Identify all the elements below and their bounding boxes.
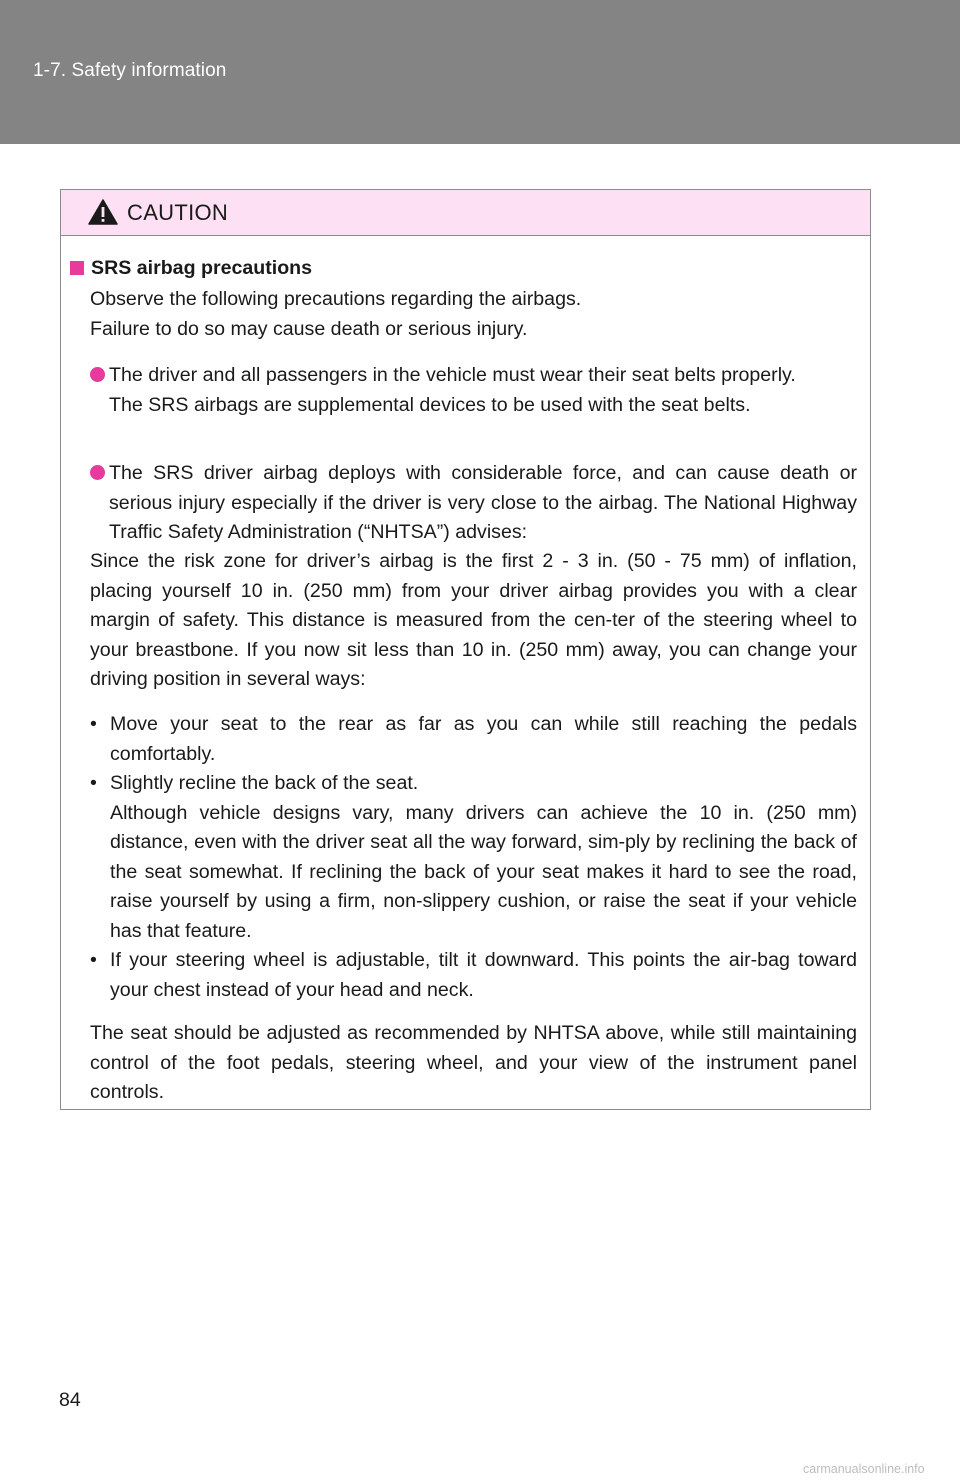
caution-body <box>61 236 870 1109</box>
circle-bullet-icon <box>90 465 105 480</box>
section-heading <box>70 254 312 284</box>
caution-label: CAUTION <box>127 200 229 225</box>
heading-text: SRS airbag precautions <box>91 257 313 279</box>
nhtsa-quote: Since the risk zone for driver’s airbag is the first 2 - 3 in. (50 - 75 mm) of inflation, placing yourself 10 in. (250 mm) from your driver airbag provides you with a clear margin of safety. This distance is measured from the cen-ter of the steering wheel to your breastbone. If you now sit less than 10 in. (250 mm) away, you can change your driving position in several ways: <box>90 550 857 690</box>
dot-bullet-icon: • <box>90 949 97 971</box>
bullet-text: The driver and all passengers in the vehicle must wear their seat belts properly. <box>109 364 796 386</box>
bullet-extra: The SRS airbags are supplemental devices to be used with the seat belts. <box>109 393 751 416</box>
intro-text <box>90 285 870 344</box>
bullet-item <box>90 459 857 548</box>
caution-header <box>61 190 870 236</box>
square-bullet-icon <box>70 261 84 275</box>
bullet-item <box>90 361 857 420</box>
closing-text: The seat should be adjusted as recommended by NHTSA above, while still maintaining control of the foot pedals, steering wheel, and your view of the instrument panel controls. <box>90 1022 857 1103</box>
header-band <box>0 0 960 144</box>
section-title: 1-7. Safety information <box>33 60 227 81</box>
sub-item-text: Move your seat to the rear as far as you can while still reaching the pedals comfortably. <box>110 713 857 765</box>
sub-list-item <box>90 946 857 1005</box>
caution-box <box>60 189 871 1110</box>
intro-line: Failure to do so may cause death or serious injury. <box>90 317 528 340</box>
sub-item-text: Slightly recline the back of the seat. <box>110 772 419 794</box>
watermark: carmanualsonline.info <box>803 1462 925 1476</box>
sub-item-extra: Although vehicle designs vary, many drivers can achieve the 10 in. (250 mm) distance, even with the driver seat all the way forward, sim-ply by reclining the back of the seat somewhat. If reclining the back of your seat makes it hard to see the road, raise yourself by using a firm, non-slippery cushion, or raise the seat if your vehicle has that feature. <box>110 801 857 942</box>
bullet-text: The SRS driver airbag deploys with considerable force, and can cause death or serious injury especially if the driver is very close to the airbag. The National Highway Traffic Safety Administration (“NHTSA”) advises: <box>109 462 857 543</box>
warning-triangle-icon <box>88 199 118 225</box>
circle-bullet-icon <box>90 367 105 382</box>
page-number: 84 <box>59 1389 81 1411</box>
intro-line: Observe the following precautions regarding the airbags. <box>90 288 582 310</box>
sub-item-text: If your steering wheel is adjustable, tilt it downward. This points the air-bag toward your chest instead of your head and neck. <box>110 949 857 1001</box>
dot-bullet-icon: • <box>90 772 97 794</box>
sub-list <box>90 710 857 1005</box>
sub-list-item <box>90 769 857 946</box>
dot-bullet-icon: • <box>90 713 97 735</box>
sub-list-item <box>90 710 857 769</box>
